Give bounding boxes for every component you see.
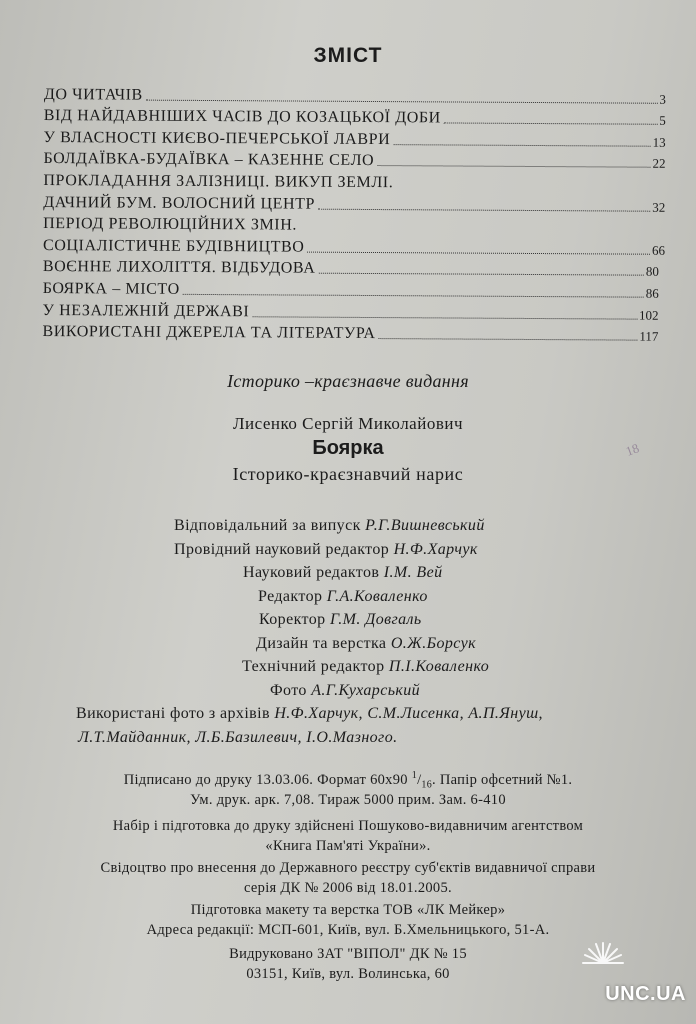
credit-line: [174, 514, 485, 538]
toc-leader-dots: [252, 316, 637, 319]
toc-item: [43, 298, 665, 323]
toc-item-page: 117: [639, 328, 659, 344]
credit-person: Н.Ф.Харчук: [393, 540, 478, 558]
imprint-line: Підготовка макету та верстка ТОВ «ЛК Мейкер»: [190, 902, 506, 918]
toc-item-label: У ВЛАСНОСТІ КИЄВО-ПЕЧЕРСЬКОЇ ЛАВРИ: [43, 128, 391, 148]
credit-role: Використані фото з архівів: [76, 705, 270, 722]
credit-role: Редактор: [258, 587, 323, 605]
toc-item-page: 86: [645, 285, 659, 301]
toc-item: [44, 125, 666, 150]
imprint-line: Набір і підготовка до друку здійснені Пошуково-видавничим агентством: [112, 818, 584, 834]
credit-person: Л.Т.Майданник, Л.Б.Базилевич, І.О.Мазного.: [78, 728, 398, 746]
toc-item-label: ДАЧНИЙ БУМ. ВОЛОСНИЙ ЦЕНТР: [43, 193, 316, 213]
toc-item: [42, 320, 664, 345]
credit-role: Провідний науковий редактор: [174, 540, 390, 558]
fraction-denominator: 16: [421, 779, 433, 791]
credit-role: Науковий редактов: [243, 564, 380, 581]
toc-leader-dots: [377, 165, 650, 168]
credit-line: [258, 585, 428, 609]
credit-line: [270, 679, 420, 703]
imprint-line: 03151, Київ, вул. Волинська, 60: [246, 966, 450, 982]
credit-line: [174, 538, 478, 562]
toc-item-page: 5: [659, 112, 666, 128]
credit-role: Коректор: [259, 611, 326, 628]
toc-item: [43, 147, 665, 172]
toc-item-page: 80: [645, 264, 659, 280]
credit-person: Г.М. Довгаль: [329, 611, 422, 628]
credit-line: [78, 726, 398, 750]
toc-item-page: 13: [652, 134, 666, 150]
imprint-text: . Папір офсетний №1.: [432, 771, 573, 788]
toc-item: [43, 168, 665, 193]
site-watermark: [576, 946, 686, 1006]
toc-title: ЗМІСТ: [313, 44, 383, 67]
toc-leader-dots: [307, 251, 650, 254]
toc-item-page: 102: [639, 307, 659, 323]
toc-item: [43, 276, 665, 301]
credit-person: І.М. Вей: [383, 564, 443, 581]
toc-leader-dots: [183, 294, 644, 298]
watermark-text: UNC.UA: [605, 983, 686, 1005]
toc-item: [44, 82, 666, 107]
credit-role: Відповідальний за випуск: [174, 517, 361, 534]
credit-line: [259, 608, 422, 632]
toc-item: [43, 212, 665, 237]
credit-person: О.Ж.Борсук: [390, 634, 477, 652]
toc-item-label: СОЦІАЛІСТИЧНЕ БУДІВНИЦТВО: [42, 236, 305, 256]
imprint-line: серія ДК № 2006 від 18.01.2005.: [244, 880, 452, 896]
toc-item-page: 32: [652, 199, 666, 215]
book-subtitle: Історико-краєзнавчий нарис: [232, 464, 464, 484]
toc-item-page: 3: [659, 91, 666, 107]
imprint-line: Адреса редакції: МСП-601, Київ, вул. Б.Хмельницького, 51-А.: [146, 922, 550, 938]
credit-line: [242, 655, 489, 679]
book-title: Боярка: [312, 437, 384, 459]
imprint-line: Ум. друк. арк. 7,08. Тираж 5000 прим. Зам. 6-410: [190, 792, 506, 808]
toc-item: [44, 104, 666, 129]
credit-person: П.І.Коваленко: [388, 658, 490, 675]
credit-line: [243, 561, 442, 585]
imprint-line: «Книга Пам'яті України».: [265, 838, 431, 854]
toc-item: [43, 190, 665, 215]
author-name: Лисенко Сергій Миколайович: [233, 414, 463, 433]
toc-item-label: ВИКОРИСТАНІ ДЖЕРЕЛА ТА ЛІТЕРАТУРА: [42, 323, 376, 343]
credit-role: Дизайн та верстка: [256, 634, 387, 652]
toc-item-page: 22: [652, 156, 666, 172]
toc-item-label: ДО ЧИТАЧІВ: [43, 85, 143, 104]
credit-person: Г.А.Коваленко: [326, 587, 428, 605]
credit-line: [256, 632, 476, 656]
credit-line: [76, 702, 543, 726]
toc-leader-dots: [444, 123, 657, 125]
imprint-line: Свідоцтво про внесення до Державного реєстру суб'єктів видавничої справи: [100, 860, 596, 876]
toc-leader-dots: [393, 144, 650, 147]
toc-leader-blank: [396, 188, 663, 190]
toc-item-page: 66: [651, 242, 666, 258]
ink-stamp-mark: 18: [623, 440, 642, 459]
table-of-contents: [42, 82, 666, 345]
toc-item-label: ВІД НАЙДАВНІШИХ ЧАСІВ ДО КОЗАЦЬКОЇ ДОБИ: [43, 107, 441, 127]
credit-person: А.Г.Кухарський: [311, 681, 421, 699]
toc-item-label: ПЕРІОД РЕВОЛЮЦІЙНИХ ЗМІН.: [43, 215, 298, 234]
toc-item-label: У НЕЗАЛЕЖНІЙ ДЕРЖАВІ: [42, 301, 250, 320]
toc-item-label: БОЛДАЇВКА-БУДАЇВКА – КАЗЕННЕ СЕЛО: [43, 150, 375, 170]
toc-leader-blank: [300, 231, 663, 233]
toc-item-label: ВОЄННЕ ЛИХОЛІТТЯ. ВІДБУДОВА: [42, 258, 316, 278]
credit-role: Технічний редактор: [242, 658, 385, 675]
edition-type: Історико –краєзнавче видання: [227, 371, 469, 391]
credit-role: Фото: [270, 681, 307, 699]
toc-leader-dots: [146, 99, 658, 103]
toc-item-label: БОЯРКА – МІСТО: [42, 279, 180, 298]
toc-item-label: ПРОКЛАДАННЯ ЗАЛІЗНИЦІ. ВИКУП ЗЕМЛІ.: [43, 171, 394, 192]
imprint-text: Підписано до друку 13.03.06. Формат 60х90: [123, 771, 412, 788]
toc-item: [43, 233, 665, 258]
credit-person: Н.Ф.Харчук, С.М.Лисенка, А.П.Януш,: [274, 705, 543, 722]
toc-leader-dots: [318, 208, 650, 211]
toc-leader-dots: [318, 273, 643, 276]
toc-item: [43, 255, 665, 280]
toc-leader-dots: [378, 338, 637, 341]
credit-person: Р.Г.Вишневський: [365, 517, 485, 534]
imprint-line: Підписано до друку 13.03.06. Формат 60х90 $^1/_{16}$. Папір офсетний №1.: [123, 770, 573, 791]
watermark-burst-icon: [580, 940, 626, 986]
fraction-numerator: 1: [411, 770, 418, 781]
imprint-line: Видруковано ЗАТ "ВІПОЛ" ДК № 15: [229, 946, 467, 962]
